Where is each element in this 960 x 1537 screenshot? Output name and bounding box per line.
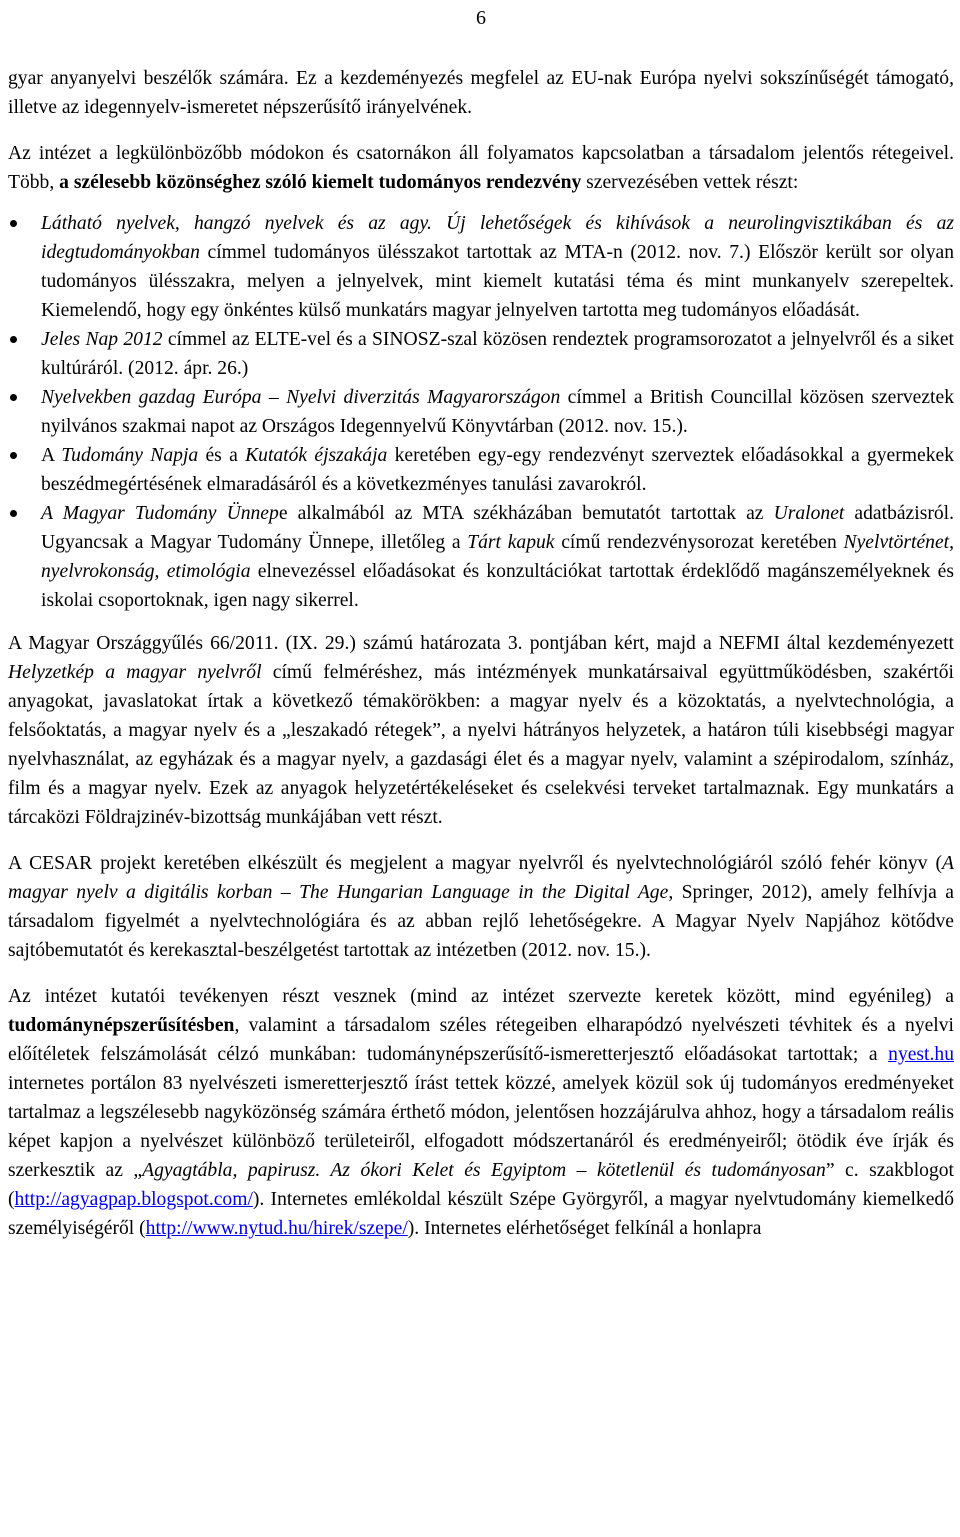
event-title: Nyelvekben gazdag Európa – Nyelvi diverzitás Magyarországon xyxy=(41,387,561,408)
text: ). Internetes elérhetőséget felkínál a honlapra xyxy=(407,1218,762,1239)
text: internetes portálon 83 nyelvészeti ismeretterjesztő írást tettek közzé, amelyek közül sok új tudományos eredményeket tartalmaz a legszélesebb nagyközönség számára érthető módon, jelentősen hozzájárulva ahhoz, hogy a társadalom reális képet kapjon a nyelvészet különböző területeiről, elfogadott módszertanáról és eredményeiről; ötödik éve írják és szerkesztik az „ xyxy=(8,1073,954,1181)
text: e alkalmából az MTA székházában bemutatót tartottak az xyxy=(278,503,774,524)
text: szervezésében vettek részt: xyxy=(581,172,799,193)
event-title: Tudomány Napja xyxy=(61,445,199,466)
text: adatbázisról. Ugyancsak a Magyar Tudomány Ünnepe, illetőleg a xyxy=(41,503,954,553)
text: Az intézet kutatói tevékenyen részt vesznek (mind az intézet szervezte keretek között, mind egyénileg) a xyxy=(8,986,954,1007)
text: címmel tudományos ülésszakot tartottak az MTA-n (2012. nov. 7.) Először került sor olyan tudományos ülésszakra, melyen a jelnyelvek, mint kiemelt kutatási téma és mint munkanyelv szerepeltek. Kiemelendő, hogy egy önkéntes külső munkatárs magyar jelnyelven tartotta meg tudományos előadását. xyxy=(41,242,954,321)
nyest-link[interactable]: nyest.hu xyxy=(888,1044,954,1065)
italic-text: Nyelvtörténet, nyelvrokonság, etimológia xyxy=(41,532,954,582)
page-number: 6 xyxy=(476,7,486,29)
text: , Springer, 2012), amely felhívja a társadalom figyelmét a nyelvtechnológiára és az abban rejlő lehetőségekre. A Magyar Nyelv Napjához kötődve sajtóbemutatót és kerekasztal-beszélgetést tartottak az intézetben (2012. nov. 15.). xyxy=(8,882,954,961)
text: Az intézet a legkülönbözőbb módokon és csatornákon áll folyamatos kapcsolatban a társadalom jelentős rétegeivel. Több, xyxy=(8,143,954,193)
text: A Magyar Országgyűlés 66/2011. (IX. 29.) számú határozata 3. pontjában kért, majd a NEFMI által kezdeményezett xyxy=(8,633,954,654)
text: A xyxy=(41,445,62,466)
text: című felméréshez, más intézmények munkatársaival együttműködésben, szakértői anyagokat, javaslatokat írtak a következő témakörökben: a magyar nyelv és a közoktatás, a nyelvtechnológia, a felsőoktatás, a magyar nyelv és a „leszakadó rétegek”, a nyelvi hátrányos helyzetek, a határon túli kisebbségi magyar nyelvhasználat, az egyházak és a magyar nyelv, a gazdasági élet és a magyar nyelv, valamint a szépirodalom, színház, film és a magyar nyelv. Ezek az anyagok helyzetértékeléseket és cselekvési terveket tartalmaznak. Egy munkatárs a tárcaközi Földrajzinév-bizottság munkájában vett részt. xyxy=(8,662,954,828)
italic-text: Uralonet xyxy=(773,503,845,524)
event-title: Kutatók éjszakája xyxy=(245,445,388,466)
text: , valamint a társadalom széles rétegeiben elharapódzó nyelvészeti tévhitek és a nyelvi előítéletek felszámolását célzó munkában: tudománynépszerűsítő-ismeretterjesztő előadásokat tartottak; a xyxy=(8,1015,954,1065)
paragraph-cesar-project xyxy=(8,849,954,965)
event-title: Jeles Nap 2012 xyxy=(41,329,163,350)
text: A CESAR projekt keretében elkészült és megjelent a magyar nyelvről és nyelvtechnológiáról szóló fehér könyv ( xyxy=(8,853,943,874)
bold-text: tudománynépszerűsítésben xyxy=(8,1015,235,1036)
document-body xyxy=(8,64,954,1243)
list-item xyxy=(8,383,954,441)
paragraph-science-popularization xyxy=(8,982,954,1243)
event-title: Látható nyelvek, hangzó nyelvek és az agy. Új lehetőségek és kihívások a neurolingvisztikában és az idegtudományokban xyxy=(41,213,954,263)
text: elnevezéssel előadásokat és konzultációkat tartottak érdeklődő magánszemélyeknek és iskolai csoportoknak, igen nagy sikerrel. xyxy=(41,561,954,611)
agyagpap-blog-link[interactable]: http://agyagpap.blogspot.com/ xyxy=(14,1189,253,1210)
list-item xyxy=(8,499,954,615)
text: címmel a British Councillal közösen szerveztek nyilvános szakmai napot az Országos Idegennyelvű Könyvtárban (2012. nov. 15.). xyxy=(41,387,954,437)
text: ). Internetes emlékoldal készült Szépe Györgyről, a magyar nyelvtudomány kiemelkedő személyiségéről ( xyxy=(8,1189,954,1239)
italic-text: Helyzetkép a magyar nyelvről xyxy=(8,662,262,683)
italic-text: Tárt kapuk xyxy=(467,532,555,553)
text: és a xyxy=(198,445,246,466)
text: keretében egy-egy rendezvényt szerveztek előadásokkal a gyermekek beszédmegértésének elmaradásáról és a következményes tanulási zavarokról. xyxy=(41,445,954,495)
paragraph-institute-contacts xyxy=(8,139,954,197)
event-list xyxy=(8,209,954,615)
list-item xyxy=(8,209,954,325)
event-title: A Magyar Tudomány Ünnep xyxy=(41,503,279,524)
italic-text: A magyar nyelv a digitális korban – The Hungarian Language in the Digital Age xyxy=(8,853,954,903)
szepe-memorial-link[interactable]: http://www.nytud.hu/hirek/szepe/ xyxy=(145,1218,408,1239)
paragraph-intro-continuation: gyar anyanyelvi beszélők számára. Ez a kezdeményezés megfelel az EU-nak Európa nyelvi sokszínűségét támogató, illetve az idegennyelv-ismeretet népszerűsítő irányelvének. xyxy=(8,68,954,118)
italic-text: Agyagtábla, papirusz. Az ókori Kelet és Egyiptom – kötetlenül és tudományosan xyxy=(142,1160,826,1181)
text: címmel az ELTE-vel és a SINOSZ-szal közösen rendeztek programsorozatot a jelnyelvről és a siket kultúráról. (2012. ápr. 26.) xyxy=(41,329,954,379)
bold-text: a szélesebb közönséghez szóló kiemelt tudományos rendezvény xyxy=(59,172,582,193)
paragraph-parliament-resolution xyxy=(8,629,954,832)
text: című rendezvénysorozat keretében xyxy=(554,532,844,553)
list-item xyxy=(8,441,954,499)
list-item xyxy=(8,325,954,383)
text: ” c. szakblogot ( xyxy=(8,1160,954,1210)
